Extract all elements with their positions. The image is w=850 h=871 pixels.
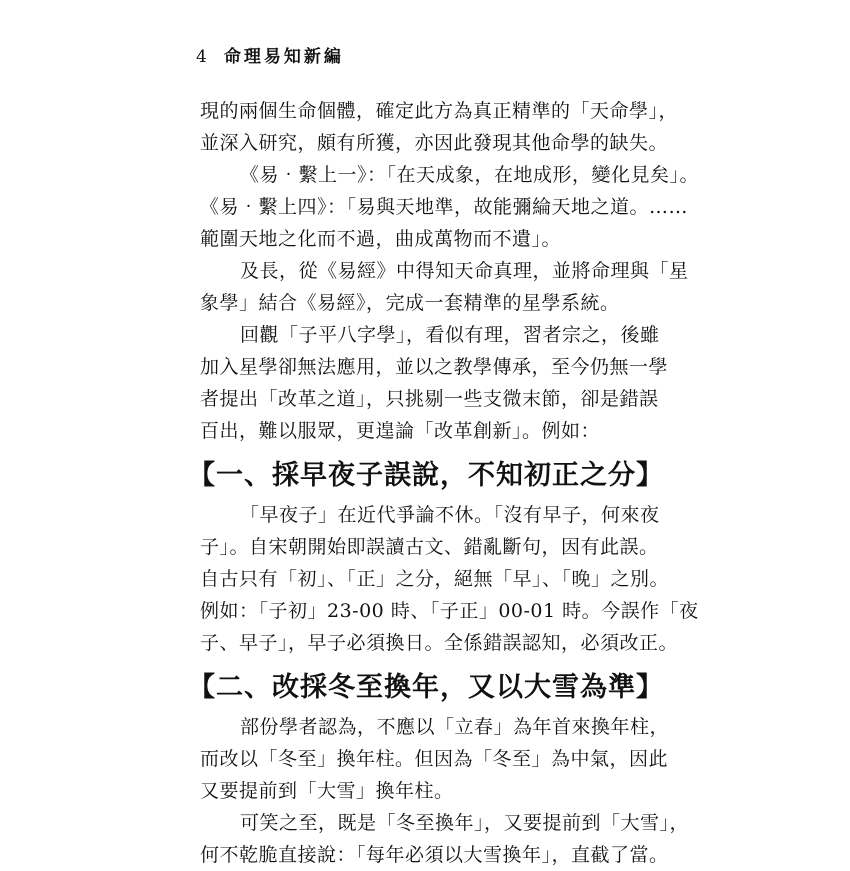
section-heading-2: 【二、改採冬至換年，又以大雪為準】	[188, 672, 664, 703]
body-line: 《易‧繫上一》：「在天成象，在地成形，變化見矣」。	[240, 164, 700, 186]
section2-line: 部份學者認為，不應以「立春」為年首來換年柱，	[240, 716, 670, 738]
section1-line: 例如：「子初」23-00 時、「子正」00-01 時。今誤作「夜	[200, 600, 699, 622]
section2-line: 何不乾脆直接說：「每年必須以大雪換年」，直截了當。	[200, 844, 669, 866]
page-header	[196, 42, 344, 67]
body-line: 《易‧繫上四》：「易與天地準，故能彌綸天地之道。……	[200, 196, 689, 218]
body-line: 者提出「改革之道」，只挑剔一些支微末節，卻是錯誤	[200, 388, 659, 410]
section1-line: 子」。自宋朝開始即誤讀古文、錯亂斷句，因有此誤。	[200, 536, 659, 558]
body-line: 象學」結合《易經》，完成一套精準的星學系統。	[200, 292, 620, 314]
section-heading-1: 【一、採早夜子誤說，不知初正之分】	[188, 460, 664, 491]
page-body	[188, 95, 700, 871]
body-line: 及長，從《易經》中得知天命真理，並將命理與「星	[240, 260, 689, 282]
body-line: 範圍天地之化而不過，曲成萬物而不遺」。	[200, 228, 562, 250]
running-title: 命理易知新編	[223, 47, 344, 67]
section1-line: 子、早子」，早子必須換日。全係錯誤認知，必須改正。	[200, 632, 679, 654]
section2-line: 可笑之至，既是「冬至換年」，又要提前到「大雪」，	[240, 812, 690, 834]
body-line: 回觀「子平八字學」，看似有理，習者宗之，後雖	[240, 324, 660, 346]
body-line: 並深入研究，頗有所獲，亦因此發現其他命學的缺失。	[200, 132, 669, 154]
section2-line: 又要提前到「大雪」換年柱。	[200, 780, 454, 802]
section2-line: 而改以「冬至」換年柱。但因為「冬至」為中氣，因此	[200, 748, 669, 770]
section1-line: 「早夜子」在近代爭論不休。「沒有早子，何來夜	[240, 504, 660, 526]
body-line: 加入星學卻無法應用，並以之教學傳承，至今仍無一學	[200, 356, 669, 378]
section1-line: 自古只有「初」、「正」之分，絕無「早」、「晚」之別。	[200, 568, 670, 590]
page-number: 4	[196, 47, 210, 67]
body-line: 百出，難以服眾，更遑論「改革創新」。例如：	[200, 420, 601, 442]
body-line: 現的兩個生命個體，確定此方為真正精準的「天命學」，	[200, 100, 679, 122]
